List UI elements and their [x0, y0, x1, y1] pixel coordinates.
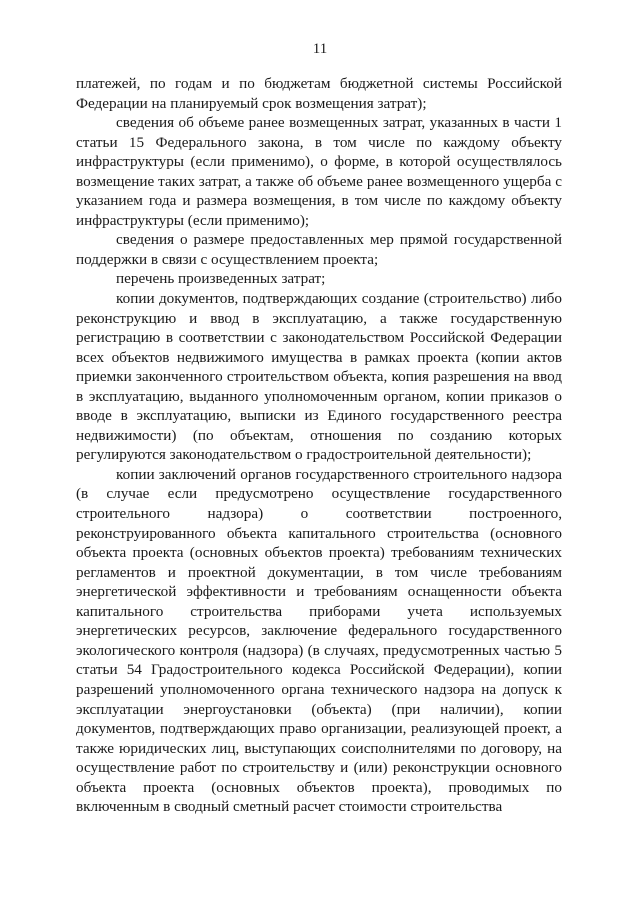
paragraph-supervision-conclusions: копии заключений органов государственного строительного надзора (в случае если предусмотрено осуществление государственного строительного надзора) о соответствии построенного, реконструированного объекта капитального строительства (основного объекта проекта (основных объектов проекта) требованиям технических регламентов и проектной документации, в том числе требованиям энергетической эффективности и требованиям оснащенности объекта капитального строительства приборами учета используемых энергетических ресурсов, заключение федерального государственного экологического контроля (надзора) (в случаях, предусмотренных частью 5 статьи 54 Градостроительного кодекса Российской Федерации), копии разрешений уполномоченного органа технического надзора на допуск к эксплуатации энергоустановки (объекта) (при наличии), копии документов, подтверждающих право организации, реализующей проект, а также юридических лиц, выступающих соисполнителями по договору, на осуществление работ по строительству и (или) реконструкции основного объекта проекта (основных объектов проекта), проводимых по включенным в сводный сметный расчет стоимости строительства: [76, 465, 562, 816]
paragraph-state-support: сведения о размере предоставленных мер прямой государственной поддержки в связи с осуществлением проекта;: [76, 231, 562, 268]
paragraph-cost-list: перечень произведенных затрат;: [116, 270, 326, 288]
paragraph-continuation: платежей, по годам и по бюджетам бюджетной системы Российской Федерации на планируемый срок возмещения затрат);: [76, 75, 562, 112]
paragraph-construction-documents: копии документов, подтверждающих создание (строительство) либо реконструкцию и ввод в эксплуатацию, а также государственную регистрацию в соответствии с законодательством Российской Федерации всех объектов недвижимого имущества в рамках проекта (копии актов приемки законченного строительством объекта, копия разрешения на ввод в эксплуатацию, выданного уполномоченным органом, копии приказов о вводе в эксплуатацию, выписки из Единого государственного реестра недвижимости) (по объектам, отношения по созданию которых регулируются законодательством о градостроительной деятельности);: [76, 290, 562, 464]
page-number: 11: [312, 41, 328, 57]
document-body: [76, 74, 562, 817]
paragraph-reimbursed-costs: сведения об объеме ранее возмещенных затрат, указанных в части 1 статьи 15 Федерального закона, в том числе по каждому объекту инфраструктуры (если применимо), о форме, в которой осуществлялось возмещение таких затрат, а также об объеме ранее возмещенного ущерба с указанием года и размера возмещения, в том числе по каждому объекту инфраструктуры (если применимо);: [76, 114, 562, 229]
